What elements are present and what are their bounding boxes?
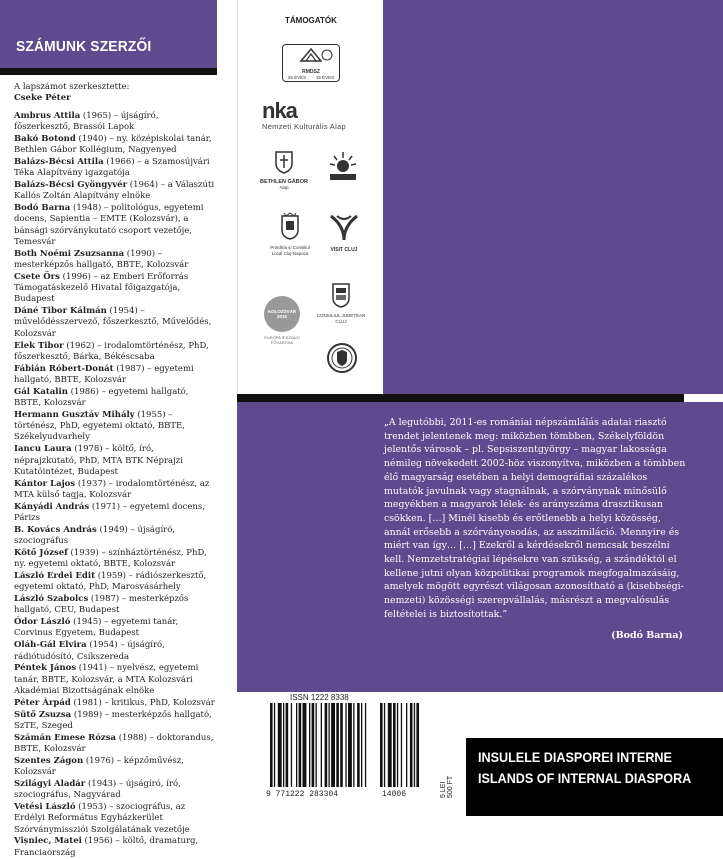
- author-desc: (1954) – újságíró, rádiótudósító, Csíkszereda: [14, 640, 165, 662]
- author-entry: [14, 710, 216, 733]
- author-desc: (1948) – politológus, egyetemi docens, Sapientia – EMTE (Kolozsvár), a bánsági szórványkutató csoport vezetője, Temesvár: [14, 202, 204, 247]
- author-entry: [14, 157, 216, 180]
- primaria-logo-icon: [265, 212, 315, 256]
- author-name: B. Kovács András: [14, 524, 97, 535]
- author-desc: (1956) – költő, dramaturg, Franciaország: [14, 836, 199, 858]
- author-name: Péter Árpád: [14, 697, 71, 708]
- youth-capital-sub: EURÓPA IFJÚSÁGI FŐVÁROSA: [264, 335, 300, 345]
- author-name: Both Noémi Zsuzsanna: [14, 248, 125, 259]
- bga-label: BETHLEN GÁBOR: [260, 179, 308, 185]
- author-name: Sütő Zsuzsa: [14, 709, 72, 720]
- author-name: Kányádi András: [14, 501, 90, 512]
- author-entry: [14, 364, 216, 387]
- visit-cluj-logo-icon: [322, 212, 366, 253]
- author-entry: [14, 387, 216, 410]
- price-lei: 5 LEI: [440, 781, 447, 798]
- author-entry: [14, 802, 216, 836]
- author-desc: (1989) – mesterképzős hallgató, SzTE, Szeged: [14, 709, 212, 731]
- author-entry: [14, 134, 216, 157]
- nka-label: nka: [262, 98, 297, 123]
- author-entry: [14, 779, 216, 802]
- author-desc: (1954) – művelődésszervező, főszerkesztő, Művelődés, Kolozsvár: [14, 306, 212, 339]
- author-name: Bodó Barna: [14, 202, 71, 213]
- author-entry: [14, 306, 216, 340]
- nka-logo-icon: [262, 98, 370, 131]
- author-name: Kántor Lajos: [14, 478, 76, 489]
- author-desc: (1987) – egyetemi hallgató, BBTE, Kolozsvár: [14, 363, 194, 385]
- author-entry: [14, 444, 216, 478]
- issue-title: [478, 747, 691, 789]
- author-entry: [14, 410, 216, 444]
- barcode-digits: 9 771222 283304: [266, 790, 339, 799]
- author-name: László Szabolcs: [14, 594, 89, 605]
- author-desc: (1945) – egyetemi tanár, Corvinus Egyetem, Budapest: [14, 617, 179, 639]
- header-divider: [0, 68, 217, 75]
- bethlen-gabor-logo-icon: [255, 150, 313, 190]
- authors-list: [14, 82, 216, 859]
- author-desc: (1937) – irodalomtörténész, az MTA külső tagja, Kolozsvár: [14, 478, 210, 500]
- price-ft: 500 FT: [447, 775, 454, 798]
- author-desc: (1990) – mesterképzős hallgató, BBTE, Kolozsvár: [14, 248, 189, 270]
- author-desc: (1976) – képzőművész, Kolozsvár: [14, 755, 184, 778]
- author-name: Ódor László: [14, 617, 71, 628]
- price-label: [440, 776, 454, 798]
- issue-title-en: ISLANDS OF INTERNAL DIASPORA: [478, 770, 692, 786]
- author-entry: [14, 502, 216, 525]
- author-entry: [14, 663, 216, 697]
- author-entry: [14, 640, 216, 663]
- author-name: Péntek János: [14, 663, 77, 674]
- author-name: Vișniec, Matei: [14, 836, 82, 847]
- author-entry: [14, 733, 216, 756]
- youth-capital-logo-icon: [262, 296, 302, 345]
- editor-intro: A lapszámot szerkesztette:: [14, 82, 130, 92]
- author-desc: (1978) – költő, író, néprajzkutató, PhD, MTA BTK Néprajzi Kutatóintézet, Budapest: [14, 444, 183, 477]
- rmdsz-label: RMDSZ: [302, 69, 320, 75]
- author-desc: (1965) – újságíró, főszerkesztő, Brassói Lapok: [14, 110, 159, 132]
- issn-label: ISSN 1222 8338: [290, 693, 349, 702]
- rmdsz-years-b: 15 ÉVES: [315, 75, 335, 80]
- nka-sub: Nemzeti Kulturális Alap: [262, 122, 347, 131]
- author-name: Oláh-Gál Elvira: [14, 640, 87, 651]
- author-entry: [14, 571, 216, 594]
- author-desc: (1964) – a Válaszúti Kallós Zoltán Alapítvány elnöke: [14, 179, 215, 202]
- author-entry: [14, 698, 216, 709]
- author-desc: (1939) – színháztörténész, PhD, ny. egyetemi oktató, BBTE, Kolozsvár: [14, 547, 207, 570]
- author-name: Számán Emese Rózsa: [14, 732, 116, 743]
- sun-emblem-icon: [326, 150, 360, 186]
- authors-title: SZÁMUNK SZERZŐI: [16, 38, 152, 55]
- rmdsz-years: [283, 75, 339, 80]
- rmdsz-years-a: 25 ÉVES: [287, 75, 307, 80]
- barcode-icon: [268, 703, 436, 789]
- author-name: Fábián Róbert-Donát: [14, 363, 114, 374]
- author-name: Hermann Gusztáv Mihály: [14, 409, 135, 420]
- author-desc: (1988) – doktorandus, BBTE, Kolozsvár: [14, 732, 214, 754]
- author-name: Gál Katalin: [14, 386, 68, 397]
- author-name: Iancu Laura: [14, 444, 72, 455]
- author-entry: [14, 617, 216, 640]
- author-desc: (1943) – újságíró, író, szociográfus, Nagyvárad: [14, 778, 181, 801]
- author-desc: (1959) – rádiószerkesztő, egyetemi oktató, PhD, Marosvásárhely: [14, 570, 207, 593]
- author-name: Vetési László: [14, 801, 76, 812]
- barcode-addon: 14006: [382, 790, 407, 799]
- author-entry: [14, 479, 216, 502]
- quote-text: „A legutóbbi, 2011-es romániai népszámlálás adatai riasztó trendet jelentenek meg: miközben tömbben, Székelyföldön jelentős városok – pl. Sepsiszentgyörgy – magyar lakossága némileg növekedett 2002-höz viszonyítva, miközben a tömbben élő magyarság esetében a helyi demográfiai százalékos mutatók javulnak vagy stagnálnak, a szórványnak minősülő megyékben a magyarok lélek- és arányszáma drasztikusan csökken. […] Minél kisebb és erőtlenebb a helyi közösség, annál erősebb a szórványosodás, az asszimiláció. Mennyire és miért van így… […] Ezekről a kérdésekről nemcsak beszélni kell. Nemzetstratégiai lépésekre van szükség, a szándéktól el kellene jutni olyan közpolitikai programok megfogalmazásáig, amelyek mögött egyrészt világosan azonosítható a (kisebbségi-nemzeti) közösségi szerepvállalás, másrészt a megvalósulás feltételei is biztosítottak.”: [384, 417, 686, 620]
- author-desc: (1966) – a Szamosújvári Téka Alapítvány igazgatója: [14, 156, 210, 179]
- editor-name: Cseke Péter: [14, 93, 71, 104]
- sponsors-title: TÁMOGATÓK: [285, 16, 337, 25]
- cj-label: CONSILIUL JUDEȚEAN CLUJ: [316, 313, 366, 324]
- author-desc: (1953) – szociográfus, az Erdélyi Református Egyházkerület Szórványmissziói Szolgálatának vezetője: [14, 801, 190, 835]
- author-desc: (1940) – ny. középiskolai tanár, Bethlen Gábor Kollégium, Nagyenyed: [14, 133, 212, 155]
- author-name: Szilágyi Aladár: [14, 778, 86, 789]
- issue-title-ro: INSULELE DIASPOREI INTERNE: [478, 749, 672, 765]
- author-entry: [14, 249, 216, 272]
- author-name: Elek Tibor: [14, 340, 64, 351]
- author-name: Dáné Tibor Kálmán: [14, 306, 107, 317]
- author-desc: (1981) – kritikus, PhD, Kolozsvár: [70, 697, 215, 708]
- author-entry: [14, 341, 216, 364]
- quote-author: (Bodó Barna): [611, 630, 683, 641]
- author-name: László Erdei Edit: [14, 570, 96, 581]
- author-entry: [14, 180, 216, 203]
- author-entry: [14, 272, 216, 306]
- ministry-seal-icon: [326, 342, 358, 374]
- author-entry: [14, 111, 216, 134]
- visit-cluj-label: VISIT CLUJ: [330, 247, 358, 253]
- author-name: Bakó Botond: [14, 133, 76, 144]
- author-desc: (1955) – történész, PhD, egyetemi oktató, BBTE, Székelyudvarhely: [14, 409, 185, 443]
- author-entry: [14, 203, 216, 248]
- purple-panel: [383, 0, 723, 394]
- author-entries: [14, 111, 216, 859]
- author-desc: (1986) – egyetemi hallgató, BBTE, Kolozsvár: [14, 386, 189, 409]
- author-desc: (1996) – az Emberi Erőforrás Támogatáskezelő Hivatal főigazgatója, Budapest: [14, 271, 189, 305]
- author-entry: [14, 836, 216, 859]
- author-name: Kötő József: [14, 547, 68, 558]
- authors-header: [0, 0, 217, 68]
- rmdsz-logo-icon: [282, 44, 340, 82]
- consiliul-judetean-logo-icon: [312, 282, 370, 324]
- author-name: Balázs-Bécsi Gyöngyvér: [14, 179, 128, 190]
- author-entry: [14, 756, 216, 779]
- author-desc: (1971) – egyetemi docens, Párizs: [14, 501, 205, 523]
- author-desc: (1962) – irodalomtörténész, PhD, főszerkesztő, Bárka, Békéscsaba: [14, 340, 209, 362]
- author-entry: [14, 525, 216, 548]
- author-name: Balázs-Bécsi Attila: [14, 156, 104, 167]
- divider-bar: [237, 394, 684, 402]
- primaria-label: Primăria și Consiliul Local Cluj-Napoca: [270, 245, 310, 256]
- author-desc: (1949) – újságíró, szociográfus: [14, 524, 176, 547]
- author-name: Szentes Zágon: [14, 755, 84, 766]
- author-name: Csete Örs: [14, 271, 60, 282]
- gutter-line: [237, 0, 238, 394]
- bga-sub: Alap: [279, 185, 289, 190]
- author-entry: [14, 548, 216, 571]
- author-desc: (1987) – mesterképzős hallgató, CEU, Budapest: [14, 594, 189, 616]
- youth-capital-label: KOLOZSVÁR 2015: [264, 296, 300, 332]
- author-name: Ambrus Attila: [14, 110, 81, 121]
- author-entry: [14, 594, 216, 617]
- author-desc: (1941) – nyelvész, egyetemi tanár, BBTE, Kolozsvár, a MTA Kolozsvári Akadémiai Bizottságának elnöke: [14, 663, 199, 696]
